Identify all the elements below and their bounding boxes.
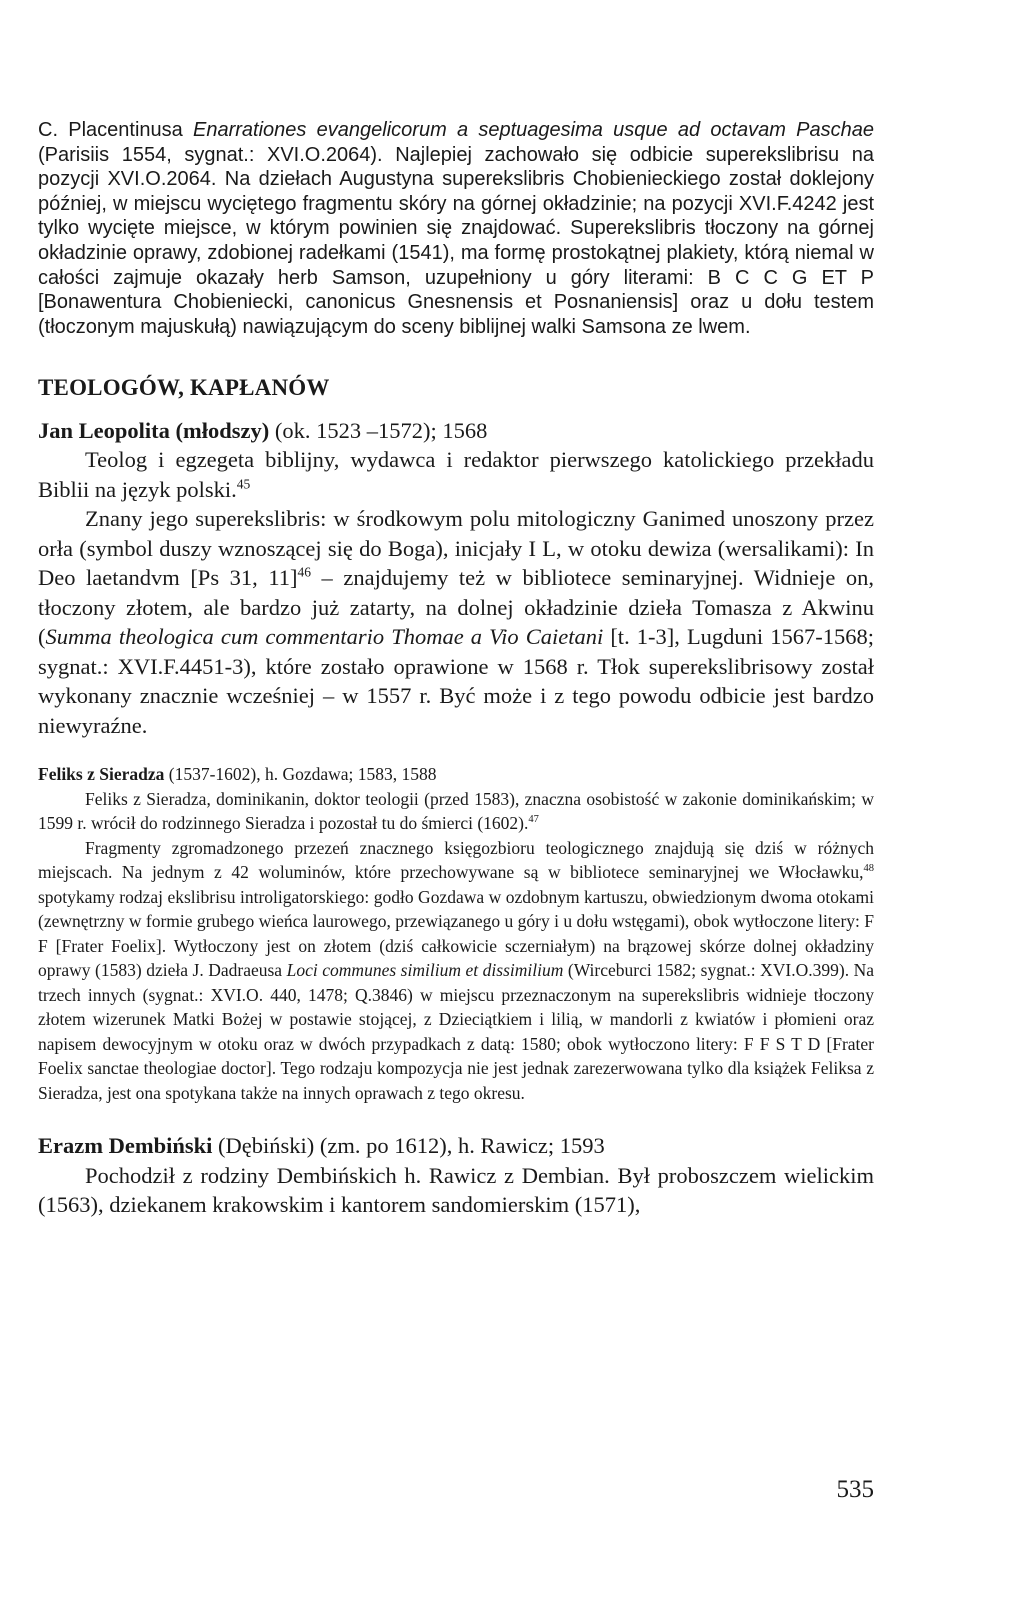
entry-dates: (ok. 1523 –1572); 1568 xyxy=(269,417,488,443)
section-heading: TEOLOGÓW, KAPŁANÓW xyxy=(38,375,330,401)
footnote-ref: 48 xyxy=(863,863,874,875)
text-run: – znajdujemy też w bibliotece seminaryjnej. Widnieje on, tłoczony złotem, ale bardzo już zatarty, na dolnej okładzinie dzieła Tomasza z Akwinu ( xyxy=(38,565,874,650)
italic-title: Loci communes similium et dissimilium xyxy=(286,960,564,981)
entry-heading-erazm xyxy=(38,1131,874,1161)
footnote-ref: 47 xyxy=(528,814,539,826)
entry-dates: (1537-1602), h. Gozdawa; 1583, 1588 xyxy=(164,764,437,785)
feliks-paragraph-1 xyxy=(38,787,874,836)
entry-dates: (Dębiński) (zm. po 1612), h. Rawicz; 1593 xyxy=(212,1133,605,1159)
leopolita-paragraph-2 xyxy=(38,504,874,740)
text-run: (Parisiis 1554, sygnat.: XVI.O.2064). Najlepiej zachowało się odbicie superekslibrisu na pozycji XVI.O.2064. Na dziełach Augustyna superekslibris Chobienieckiego został doklejony później, w miejscu wyciętego fragmentu skóry na górnej okładzinie; na pozycji XVI.F.4242 jest tylko wycięte miejsce, w którym powinien się znajdować. Superekslibris tłoczony na górnej okładzinie oprawy, zdobionej radełkami (1541), ma formę prostokątnej plakiety, którą niemal w całości zajmuje okazały herb Samson, uzupełniony u góry literami: B C C G ET P [Bonawentura Chobieniecki, canonicus Gnesnensis et Posnaniensis] oraz u dołu testem (tłoczonym majuskułą) nawiązującym do sceny biblijnej walki Samsona ze lwem. xyxy=(38,143,874,338)
leopolita-paragraph-1 xyxy=(38,445,874,504)
entry-name: Jan Leopolita (młodszy) xyxy=(38,417,270,443)
footnote-ref: 46 xyxy=(297,564,311,580)
feliks-paragraph-2 xyxy=(38,836,874,1106)
italic-title: Summa theologica cum commentario Thomae a Vio Caietani xyxy=(45,624,604,650)
entry-name: Feliks z Sieradza xyxy=(38,764,165,785)
erazm-paragraph-1: Pochodził z rodziny Dembińskich h. Rawicz z Dembian. Był proboszczem wielickim (1563), dziekanem krakowskim i kantorem sandomierskim (1571), xyxy=(38,1162,874,1218)
text-run: Znany jego superekslibris: w środkowym polu mitologiczny Ganimed unoszony przez orła (symbol duszy wznoszącej się do Boga), inicjały I L, w otoku dewiza (wersalikami): In Deo laetandvm [Ps 31, 11] xyxy=(38,506,874,591)
footnote-ref: 45 xyxy=(236,476,251,492)
text-run: (Wirceburci 1582; sygnat.: XVI.O.399). Na trzech innych (sygnat.: XVI.O. 440, 1478; Q.3846) w miejscu przeznaczonym na superekslibris widnieje tłoczony złotem wizerunek Matki Bożej w postawie stojącej, z Dzieciątkiem i lilią, w mandorli z kwiatów i płomieni oraz napisem dewocyjnym w otoku oraz w dwóch przypadkach z datą: 1580; obok wytłoczono litery: F F S T D [Frater Foelix sanctae theologiae doctor]. Tego rodzaju kompozycja nie jest jednak zarezerwowana tylko dla książek Feliksa z Sieradza, jest ona spotykana także na innych oprawach z tego okresu. xyxy=(38,960,875,1103)
italic-title: Enarrationes evangelicorum a septuagesima usque ad octavam Paschae xyxy=(193,119,874,141)
entry-name: Erazm Dembiński xyxy=(38,1133,213,1159)
text-run: Fragmenty zgromadzonego przezeń znacznego księgozbioru teologicznego znajdują się dziś w różnych miejscach. Na jednym z 42 woluminów, które przechowywane są w bibliotece seminaryjnej we Włocławku, xyxy=(38,837,874,883)
text-run: [t. 1-3], Lugduni 1567-1568; sygnat.: XVI.F.4451-3), które zostało oprawione w 1568 r. Tłok superekslibrisowy został wykonany znacznie wcześniej – w 1557 r. Być może i z tego powodu odbicie jest bardzo niewyraźne. xyxy=(38,624,874,738)
entry-heading-leopolita xyxy=(38,416,874,446)
text-run: C. Placentinusa xyxy=(38,119,194,141)
page-number: 535 xyxy=(836,1476,874,1503)
entry-heading-feliks xyxy=(38,762,874,787)
section-c-paragraph xyxy=(38,118,874,339)
text-run: Teolog i egzegeta biblijny, wydawca i redaktor pierwszego katolickiego przekładu Biblii na język polski. xyxy=(38,447,874,502)
page-body xyxy=(38,118,874,1220)
text-run: Feliks z Sieradza, dominikanin, doktor teologii (przed 1583), znaczna osobistość w zakonie dominikańskim; w 1599 r. wrócił do rodzinnego Sieradza i pozostał tu do śmierci (1602). xyxy=(38,788,874,834)
text-run: spotykamy rodzaj ekslibrisu introligatorskiego: godło Gozdawa w ozdobnym kartuszu, obwiedzionym dwoma otokami (zewnętrzny w formie grubego wieńca laurowego, przewiązanego u góry i u dołu wstęgami), obok wytłoczone litery: F F [Frater Foelix]. Wytłoczony jest on złotem (dziś całkowicie sczerniałym) na brązowej skórze dolnej okładziny oprawy (1583) dzieła J. Dadraeusa xyxy=(38,886,874,981)
